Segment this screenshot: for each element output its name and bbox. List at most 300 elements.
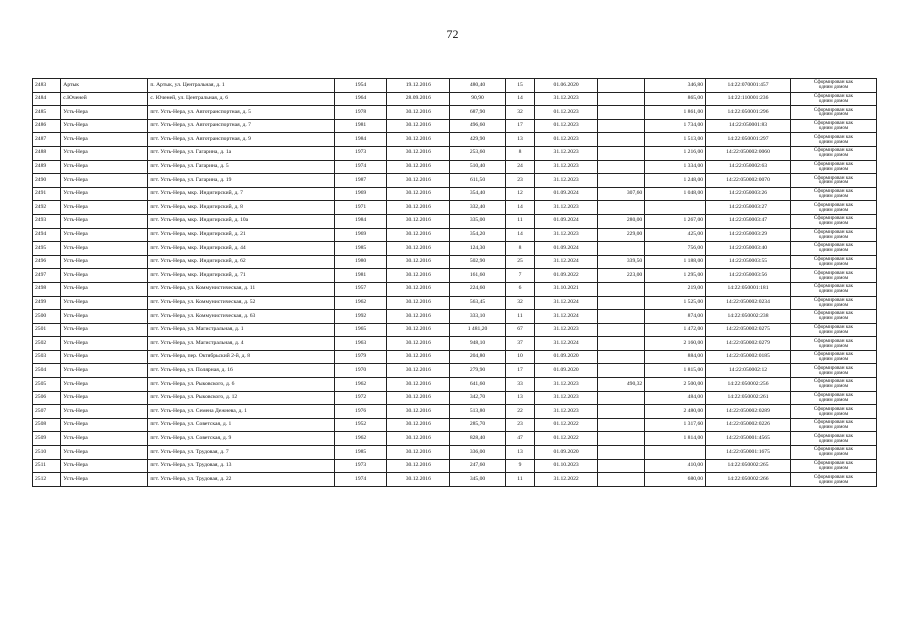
year-built-cell: 1965 [334, 323, 386, 337]
status-cell [790, 459, 876, 473]
row-number-cell: 2495 [33, 242, 61, 256]
status-cell [790, 364, 876, 378]
status-cell [790, 282, 876, 296]
cost-cell: 1 267,00 [645, 214, 706, 228]
area-cell: 332,40 [450, 201, 506, 215]
table-row [33, 446, 877, 460]
status-line-2: одним домом [818, 125, 849, 132]
area-resettled-cell [598, 473, 645, 487]
cadastral-number-cell: 14:22:110001:236 [706, 92, 791, 106]
year-built-cell: 1981 [334, 269, 386, 283]
table-row [33, 337, 877, 351]
recognition-date-cell: 30.12.2016 [387, 378, 450, 392]
area-resettled-cell [598, 364, 645, 378]
area-resettled-cell [598, 446, 645, 460]
address-cell: пгт. Усть-Нера, ул. Трудовая, д. 7 [148, 446, 335, 460]
cost-cell: 1 048,00 [645, 187, 706, 201]
status-line-1: Сформирован как [813, 79, 854, 86]
resettlement-date-cell: 31.12.2023 [535, 146, 598, 160]
address-cell: пгт. Усть-Нера, ул. Полярная, д. 16 [148, 364, 335, 378]
cadastral-number-cell: 14:22:050002:265 [706, 459, 791, 473]
status-line-2: одним домом [818, 138, 849, 145]
area-resettled-cell [598, 201, 645, 215]
resettlement-date-cell: 01.09.2024 [535, 187, 598, 201]
resettlement-date-cell: 01.10.2023 [535, 459, 598, 473]
area-cell: 204,80 [450, 350, 506, 364]
cost-cell [645, 446, 706, 460]
status-line-1: Сформирован как [813, 92, 854, 99]
row-number-cell: 2494 [33, 228, 61, 242]
year-built-cell: 1979 [334, 350, 386, 364]
address-cell: п. Артык, ул. Центральная, д. 1 [148, 79, 335, 93]
cadastral-number-cell: 14:22:050001:4565 [706, 432, 791, 446]
area-cell: 333,10 [450, 310, 506, 324]
resettlement-date-cell: 01.09.2022 [535, 269, 598, 283]
settlement-cell: Усть-Нера [61, 242, 148, 256]
status-cell [790, 133, 876, 147]
cadastral-number-cell: 14:22:050002:0185 [706, 350, 791, 364]
cost-cell: 756,00 [645, 242, 706, 256]
resettlement-date-cell: 01.12.2022 [535, 432, 598, 446]
area-cell: 480,40 [450, 79, 506, 93]
cadastral-number-cell: 14:22:050002:0226 [706, 418, 791, 432]
row-number-cell: 2508 [33, 418, 61, 432]
table-row [33, 79, 877, 93]
area-resettled-cell [598, 133, 645, 147]
residents-cell: 23 [505, 418, 534, 432]
row-number-cell: 2485 [33, 106, 61, 120]
settlement-cell: Усть-Нера [61, 310, 148, 324]
area-cell: 948,10 [450, 337, 506, 351]
year-built-cell: 1974 [334, 160, 386, 174]
cost-cell: 2 480,00 [645, 405, 706, 419]
status-line-1: Сформирован как [813, 242, 854, 249]
table-row [33, 228, 877, 242]
cost-cell: 874,00 [645, 310, 706, 324]
year-built-cell: 1970 [334, 364, 386, 378]
area-cell: 335,00 [450, 214, 506, 228]
cadastral-number-cell: 14:22:050002:256 [706, 378, 791, 392]
status-line-2: одним домом [818, 328, 849, 335]
address-cell: пгт. Усть-Нера, мкр. Индигирский, д. 10а [148, 214, 335, 228]
cost-cell: 680,00 [645, 473, 706, 487]
residents-cell: 11 [505, 473, 534, 487]
table-body [33, 79, 877, 487]
status-line-2: одним домом [818, 193, 849, 200]
area-cell: 224,60 [450, 282, 506, 296]
year-built-cell: 1984 [334, 133, 386, 147]
cadastral-number-cell: 14:22:050002:0275 [706, 323, 791, 337]
status-line-1: Сформирован как [813, 188, 854, 195]
residents-cell: 12 [505, 187, 534, 201]
status-line-2: одним домом [818, 152, 849, 159]
status-cell [790, 92, 876, 106]
settlement-cell: Усть-Нера [61, 473, 148, 487]
table-row [33, 106, 877, 120]
recognition-date-cell: 30.12.2016 [387, 432, 450, 446]
row-number-cell: 2488 [33, 146, 61, 160]
row-number-cell: 2499 [33, 296, 61, 310]
resettlement-date-cell: 01.09.2020 [535, 446, 598, 460]
resettlement-date-cell: 31.12.2023 [535, 378, 598, 392]
recognition-date-cell: 30.12.2016 [387, 282, 450, 296]
address-cell: пгт. Усть-Нера, мкр. Индигирский, д. 71 [148, 269, 335, 283]
recognition-date-cell: 30.12.2016 [387, 160, 450, 174]
address-cell: пгт. Усть-Нера, ул. Трудовая, д. 13 [148, 459, 335, 473]
cost-cell: 1 525,00 [645, 296, 706, 310]
residents-cell: 22 [505, 405, 534, 419]
recognition-date-cell: 30.12.2016 [387, 228, 450, 242]
table-row [33, 282, 877, 296]
row-number-cell: 2503 [33, 350, 61, 364]
residents-cell: 32 [505, 106, 534, 120]
cadastral-number-cell: 14:22:050002:0060 [706, 146, 791, 160]
address-cell: пгт. Усть-Нера, ул. Магистральная, д. 1 [148, 323, 335, 337]
recognition-date-cell: 30.12.2016 [387, 255, 450, 269]
address-cell: пгт. Усть-Нера, ул. Трудовая, д. 22 [148, 473, 335, 487]
year-built-cell: 1973 [334, 459, 386, 473]
resettlement-date-cell: 31.10.2021 [535, 282, 598, 296]
area-cell: 342,70 [450, 391, 506, 405]
year-built-cell: 1962 [334, 296, 386, 310]
settlement-cell: Усть-Нера [61, 214, 148, 228]
area-resettled-cell: 339,50 [598, 255, 645, 269]
status-line-2: одним домом [818, 410, 849, 417]
resettlement-date-cell: 01.12.2023 [535, 106, 598, 120]
cadastral-number-cell: 14:22:050002:0234 [706, 296, 791, 310]
cost-cell: 1 734,00 [645, 119, 706, 133]
status-line-1: Сформирован как [813, 283, 854, 290]
status-line-2: одним домом [818, 342, 849, 349]
status-line-2: одним домом [818, 288, 849, 295]
status-cell [790, 201, 876, 215]
area-cell: 336,00 [450, 446, 506, 460]
area-resettled-cell: 307,60 [598, 187, 645, 201]
area-resettled-cell [598, 106, 645, 120]
cost-cell: 1 248,00 [645, 174, 706, 188]
cadastral-number-cell: 14:22:050001:296 [706, 106, 791, 120]
status-cell [790, 119, 876, 133]
status-cell [790, 473, 876, 487]
area-cell: 253,60 [450, 146, 506, 160]
residents-cell: 7 [505, 269, 534, 283]
area-cell: 496,60 [450, 119, 506, 133]
area-resettled-cell [598, 405, 645, 419]
area-cell: 502,90 [450, 255, 506, 269]
row-number-cell: 2506 [33, 391, 61, 405]
settlement-cell: Усть-Нера [61, 446, 148, 460]
settlement-cell: Усть-Нера [61, 201, 148, 215]
row-number-cell: 2507 [33, 405, 61, 419]
cadastral-number-cell: 14:22:050002:238 [706, 310, 791, 324]
settlement-cell: Усть-Нера [61, 391, 148, 405]
cost-cell: 1 814,00 [645, 432, 706, 446]
recognition-date-cell: 30.12.2016 [387, 146, 450, 160]
year-built-cell: 1952 [334, 418, 386, 432]
residents-cell: 10 [505, 350, 534, 364]
year-built-cell: 1987 [334, 174, 386, 188]
table-row [33, 187, 877, 201]
resettlement-date-cell: 31.12.2024 [535, 310, 598, 324]
area-cell: 611,50 [450, 174, 506, 188]
area-cell: 354,40 [450, 187, 506, 201]
cost-cell: 2 500,00 [645, 378, 706, 392]
cadastral-number-cell: 14:22:050002:261 [706, 391, 791, 405]
settlement-cell: Усть-Нера [61, 405, 148, 419]
area-resettled-cell [598, 242, 645, 256]
status-line-1: Сформирован как [813, 201, 854, 208]
residents-cell: 8 [505, 146, 534, 160]
residents-cell: 23 [505, 174, 534, 188]
table-row [33, 378, 877, 392]
recognition-date-cell: 30.12.2016 [387, 418, 450, 432]
row-number-cell: 2501 [33, 323, 61, 337]
recognition-date-cell: 30.12.2016 [387, 187, 450, 201]
row-number-cell: 2487 [33, 133, 61, 147]
status-line-1: Сформирован как [813, 364, 854, 371]
area-resettled-cell [598, 174, 645, 188]
resettlement-date-cell: 01.09.2020 [535, 364, 598, 378]
area-cell: 828,40 [450, 432, 506, 446]
cost-cell: 1 334,00 [645, 160, 706, 174]
table-row [33, 174, 877, 188]
area-cell: 687,90 [450, 106, 506, 120]
status-line-2: одним домом [818, 301, 849, 308]
status-line-2: одним домом [818, 464, 849, 471]
resettlement-date-cell: 31.12.2023 [535, 228, 598, 242]
settlement-cell: Усть-Нера [61, 269, 148, 283]
residents-cell: 11 [505, 214, 534, 228]
row-number-cell: 2492 [33, 201, 61, 215]
resettlement-date-cell: 31.12.2022 [535, 473, 598, 487]
cost-cell: 884,00 [645, 350, 706, 364]
year-built-cell: 1969 [334, 187, 386, 201]
cadastral-number-cell: 14:22:050003:26 [706, 187, 791, 201]
address-cell: пгт. Усть-Нера, мкр. Индигирский, д. 44 [148, 242, 335, 256]
area-resettled-cell: 229,00 [598, 228, 645, 242]
cadastral-number-cell: 14:22:050003:47 [706, 214, 791, 228]
residents-cell: 67 [505, 323, 534, 337]
status-line-2: одним домом [818, 451, 849, 458]
recognition-date-cell: 30.12.2016 [387, 242, 450, 256]
year-built-cell: 1962 [334, 378, 386, 392]
status-line-2: одним домом [818, 84, 849, 91]
area-resettled-cell [598, 79, 645, 93]
cost-cell: 410,00 [645, 459, 706, 473]
settlement-cell: Усть-Нера [61, 432, 148, 446]
resettlement-date-cell: 01.09.2024 [535, 242, 598, 256]
cost-cell: 484,00 [645, 391, 706, 405]
year-built-cell: 1973 [334, 146, 386, 160]
row-number-cell: 2489 [33, 160, 61, 174]
status-cell [790, 446, 876, 460]
residents-cell: 14 [505, 201, 534, 215]
cadastral-number-cell: 14:22:070001:457 [706, 79, 791, 93]
area-resettled-cell [598, 418, 645, 432]
status-line-1: Сформирован как [813, 337, 854, 344]
status-cell [790, 337, 876, 351]
area-resettled-cell [598, 92, 645, 106]
recognition-date-cell: 30.12.2016 [387, 269, 450, 283]
status-line-1: Сформирован как [813, 133, 854, 140]
status-line-2: одним домом [818, 206, 849, 213]
status-line-1: Сформирован как [813, 324, 854, 331]
address-cell: пгт. Усть-Нера, ул. Коммунистическая, д. 52 [148, 296, 335, 310]
resettlement-date-cell: 31.12.2023 [535, 174, 598, 188]
year-built-cell: 1962 [334, 432, 386, 446]
settlement-cell: Усть-Нера [61, 160, 148, 174]
year-built-cell: 1964 [334, 92, 386, 106]
status-cell [790, 242, 876, 256]
status-cell [790, 214, 876, 228]
year-built-cell: 1974 [334, 473, 386, 487]
status-line-1: Сформирован как [813, 228, 854, 235]
status-line-1: Сформирован как [813, 269, 854, 276]
residents-cell: 33 [505, 378, 534, 392]
table-row [33, 160, 877, 174]
cadastral-number-cell: 14:22:050001:181 [706, 282, 791, 296]
settlement-cell: Усть-Нера [61, 459, 148, 473]
page-number: 72 [446, 27, 459, 41]
cadastral-number-cell: 14:22:050002:12 [706, 364, 791, 378]
status-cell [790, 228, 876, 242]
cadastral-number-cell: 14:22:050003:29 [706, 228, 791, 242]
settlement-cell: Усть-Нера [61, 119, 148, 133]
recognition-date-cell: 19.12.2016 [387, 79, 450, 93]
cost-cell: 865,00 [645, 92, 706, 106]
table-row [33, 310, 877, 324]
cadastral-number-cell: 14:22:050001:1675 [706, 446, 791, 460]
status-cell [790, 269, 876, 283]
residents-cell: 25 [505, 255, 534, 269]
resettlement-date-cell: 01.09.2020 [535, 350, 598, 364]
status-line-1: Сформирован как [813, 296, 854, 303]
residents-cell: 8 [505, 242, 534, 256]
row-number-cell: 2493 [33, 214, 61, 228]
cost-cell [645, 201, 706, 215]
address-cell: пгт. Усть-Нера, ул. Советская, д. 1 [148, 418, 335, 432]
residents-cell: 47 [505, 432, 534, 446]
status-line-1: Сформирован как [813, 147, 854, 154]
address-cell: пгт. Усть-Нера, ул. Магистральная, д. 4 [148, 337, 335, 351]
residents-cell: 37 [505, 337, 534, 351]
table-row [33, 146, 877, 160]
resettlement-date-cell: 31.12.2023 [535, 160, 598, 174]
recognition-date-cell: 30.12.2016 [387, 119, 450, 133]
status-cell [790, 391, 876, 405]
status-line-1: Сформирован как [813, 392, 854, 399]
area-resettled-cell [598, 459, 645, 473]
table-row [33, 214, 877, 228]
area-cell: 354,20 [450, 228, 506, 242]
settlement-cell: Усть-Нера [61, 146, 148, 160]
resettlement-date-cell: 31.12.2023 [535, 92, 598, 106]
cost-cell: 425,00 [645, 228, 706, 242]
area-resettled-cell [598, 160, 645, 174]
status-line-2: одним домом [818, 247, 849, 254]
status-line-2: одним домом [818, 179, 849, 186]
address-cell: пгт. Усть-Нера, ул. Советская, д. 9 [148, 432, 335, 446]
table-row [33, 323, 877, 337]
recognition-date-cell: 30.12.2016 [387, 133, 450, 147]
status-line-1: Сформирован как [813, 378, 854, 385]
row-number-cell: 2483 [33, 79, 61, 93]
status-line-1: Сформирован как [813, 446, 854, 453]
area-resettled-cell [598, 350, 645, 364]
recognition-date-cell: 30.12.2016 [387, 350, 450, 364]
status-cell [790, 418, 876, 432]
address-cell: пгт. Усть-Нера, ул. Гагарина, д. 5 [148, 160, 335, 174]
resettlement-date-cell: 31.12.2024 [535, 337, 598, 351]
status-line-2: одним домом [818, 369, 849, 376]
status-cell [790, 323, 876, 337]
row-number-cell: 2509 [33, 432, 61, 446]
status-cell [790, 405, 876, 419]
row-number-cell: 2511 [33, 459, 61, 473]
settlement-cell: Усть-Нера [61, 378, 148, 392]
recognition-date-cell: 30.12.2016 [387, 405, 450, 419]
row-number-cell: 2484 [33, 92, 61, 106]
year-built-cell: 1980 [334, 255, 386, 269]
recognition-date-cell: 30.12.2016 [387, 337, 450, 351]
year-built-cell: 1984 [334, 214, 386, 228]
area-cell: 161,60 [450, 269, 506, 283]
status-line-1: Сформирован как [813, 256, 854, 263]
status-line-1: Сформирован как [813, 351, 854, 358]
settlement-cell: Усть-Нера [61, 174, 148, 188]
settlement-cell: Усть-Нера [61, 418, 148, 432]
resettlement-date-cell: 31.12.2023 [535, 391, 598, 405]
status-line-1: Сформирован как [813, 432, 854, 439]
cost-cell: 2 160,00 [645, 337, 706, 351]
cost-cell: 1 295,00 [645, 269, 706, 283]
residents-cell: 15 [505, 79, 534, 93]
year-built-cell: 1985 [334, 446, 386, 460]
settlement-cell: Усть-Нера [61, 106, 148, 120]
area-resettled-cell [598, 432, 645, 446]
settlement-cell: Артык [61, 79, 148, 93]
status-line-1: Сформирован как [813, 473, 854, 480]
area-resettled-cell [598, 282, 645, 296]
resettlement-date-cell: 31.12.2024 [535, 296, 598, 310]
row-number-cell: 2490 [33, 174, 61, 188]
status-line-2: одним домом [818, 478, 849, 485]
status-cell [790, 378, 876, 392]
residents-cell: 17 [505, 119, 534, 133]
table-row [33, 405, 877, 419]
area-cell: 510,40 [450, 160, 506, 174]
cost-cell: 346,80 [645, 79, 706, 93]
row-number-cell: 2510 [33, 446, 61, 460]
address-cell: пгт. Усть-Нера, ул. Коммунистическая, д. 63 [148, 310, 335, 324]
cadastral-number-cell: 14:22:050003:56 [706, 269, 791, 283]
status-line-1: Сформирован как [813, 459, 854, 466]
table-row [33, 459, 877, 473]
table-row [33, 296, 877, 310]
resettlement-date-cell: 01.12.2022 [535, 418, 598, 432]
resettlement-date-cell: 31.12.2024 [535, 255, 598, 269]
settlement-cell: Усть-Нера [61, 228, 148, 242]
recognition-date-cell: 30.12.2016 [387, 473, 450, 487]
year-built-cell: 1969 [334, 228, 386, 242]
area-resettled-cell [598, 391, 645, 405]
year-built-cell: 1978 [334, 106, 386, 120]
settlement-cell: Усть-Нера [61, 364, 148, 378]
row-number-cell: 2491 [33, 187, 61, 201]
area-resettled-cell [598, 310, 645, 324]
table-row [33, 133, 877, 147]
status-line-1: Сформирован как [813, 120, 854, 127]
